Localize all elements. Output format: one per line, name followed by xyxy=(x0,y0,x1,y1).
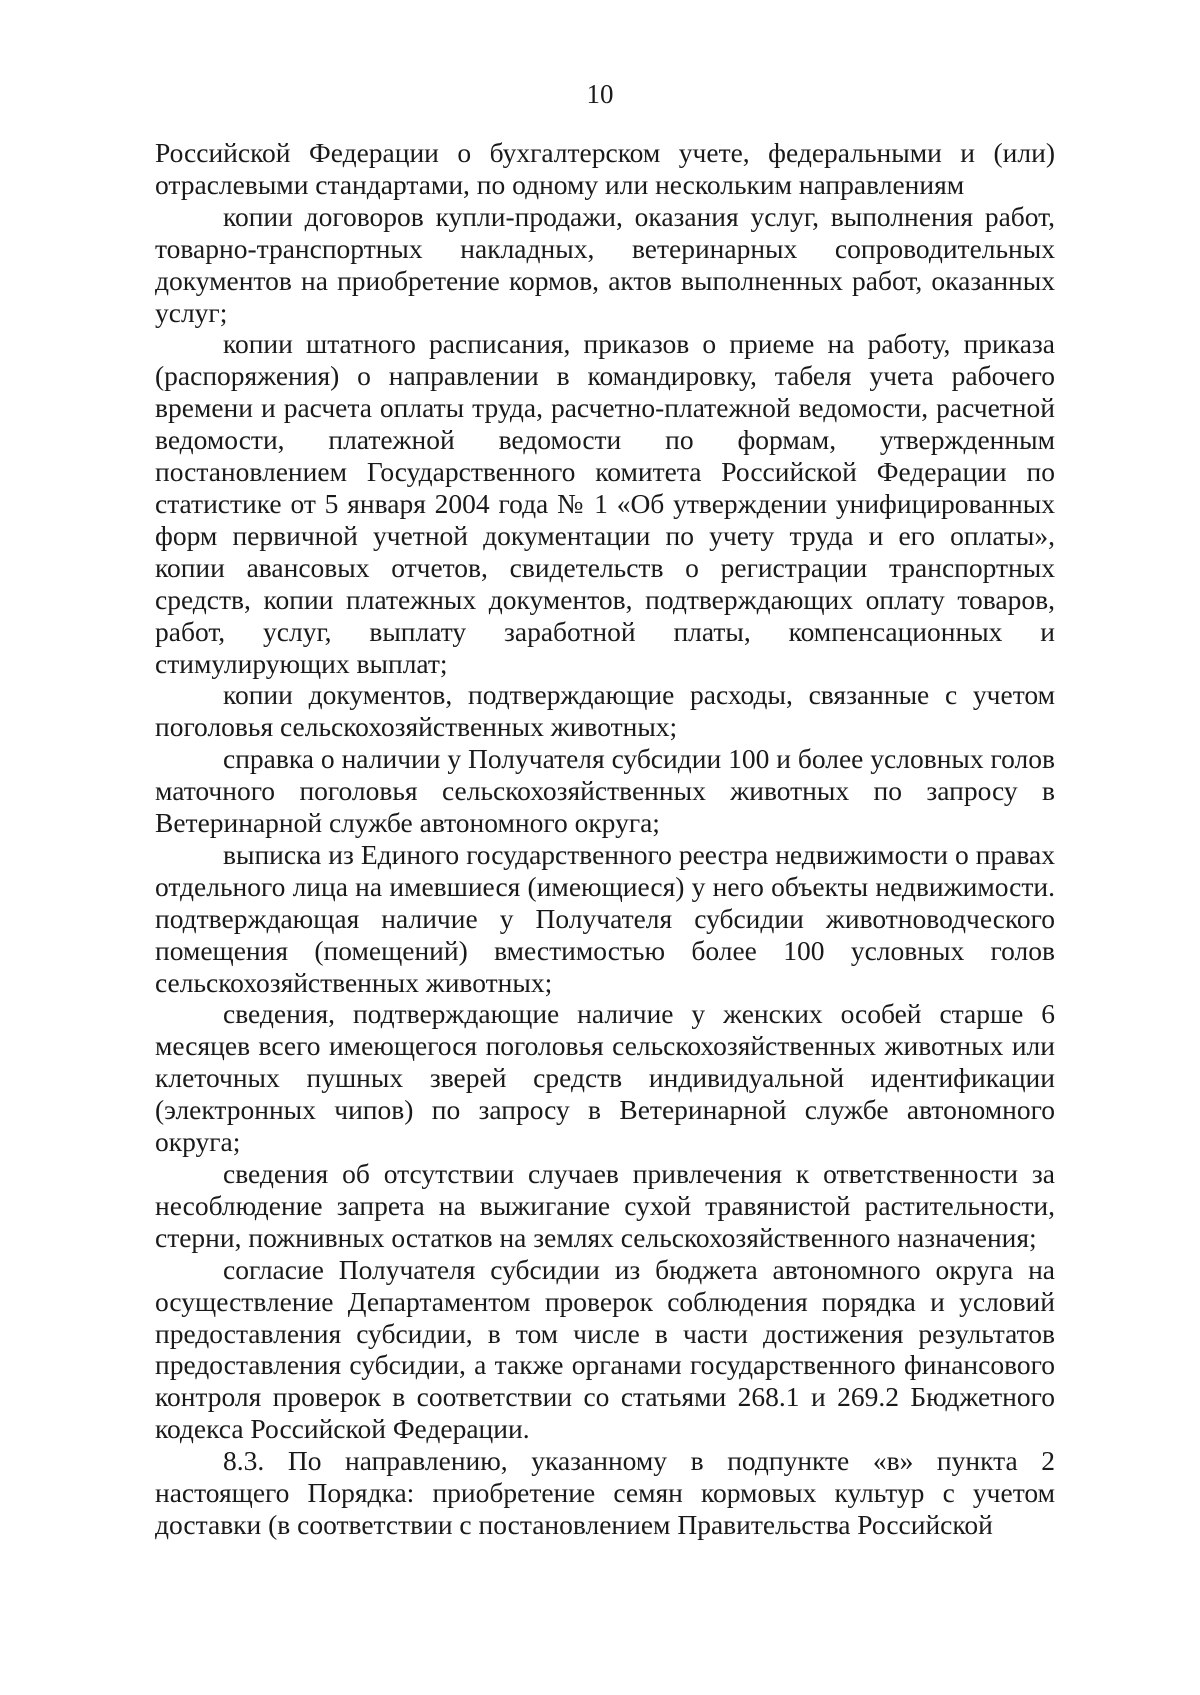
page-number: 10 xyxy=(586,79,614,109)
document-body xyxy=(155,137,1055,1541)
paragraph-burning-ban: сведения об отсутствии случаев привлечения к ответственности за несоблюдение запрета на выжигание сухой травянистой растительности, стерни, пожнивных остатков на землях сельскохозяйственного назначения; xyxy=(155,1158,1055,1253)
paragraph-contracts: копии договоров купли-продажи, оказания услуг, выполнения работ, товарно-транспортных накладных, ветеринарных сопроводительных документов на приобретение кормов, актов выполненных работ, оказанных услуг; xyxy=(155,200,1055,328)
paragraph-expenses: копии документов, подтверждающие расходы, связанные с учетом поголовья сельскохозяйственных животных; xyxy=(155,679,1055,743)
paragraph-identification: сведения, подтверждающие наличие у женских особей старше 6 месяцев всего имеющегося поголовья сельскохозяйственных животных или клеточных пушных зверей средств индивидуальной идентификации (электронных чипов) по запросу в Ветеринарной службе автономного округа; xyxy=(155,998,1055,1158)
paragraph-registry-extract: выписка из Единого государственного реестра недвижимости о правах отдельного лица на имевшиеся (имеющиеся) у него объекты недвижимости. подтверждающая наличие у Получателя субсидии животноводческого помещения (помещений) вместимостью более 100 условных голов сельскохозяйственных животных; xyxy=(155,838,1055,998)
paragraph-8-3: 8.3. По направлению, указанному в подпункте «в» пункта 2 настоящего Порядка: приобретение семян кормовых культур с учетом доставки (в соответствии с постановлением Правительства Российской xyxy=(155,1445,1055,1540)
paragraph-livestock-certificate: справка о наличии у Получателя субсидии 100 и более условных голов маточного поголовья сельскохозяйственных животных по запросу в Ветеринарной службе автономного округа; xyxy=(155,743,1055,839)
paragraph-consent: согласие Получателя субсидии из бюджета автономного округа на осуществление Департаментом проверок соблюдения порядка и условий предоставления субсидии, в том числе в части достижения результатов предоставления субсидии, а также органами государственного финансового контроля проверок в соответствии со статьями 268.1 и 269.2 Бюджетного кодекса Российской Федерации. xyxy=(155,1253,1055,1445)
paragraph-staffing: копии штатного расписания, приказов о приеме на работу, приказа (распоряжения) о направлении в командировку, табеля учета рабочего времени и расчета оплаты труда, расчетно-платежной ведомости, расчетной ведомости, платежной ведомости по формам, утвержденным постановлением Государственного комитета Российской Федерации по статистике от 5 января 2004 года № 1 «Об утверждении унифицированных форм первичной учетной документации по учету труда и его оплаты», копии авансовых отчетов, свидетельств о регистрации транспортных средств, копии платежных документов, подтверждающих оплату товаров, работ, услуг, выплату заработной платы, компенсационных и стимулирующих выплат; xyxy=(155,328,1055,679)
paragraph-continuation: Российской Федерации о бухгалтерском учете, федеральными и (или) отраслевыми стандартами, по одному или нескольким направлениям xyxy=(155,137,1055,200)
